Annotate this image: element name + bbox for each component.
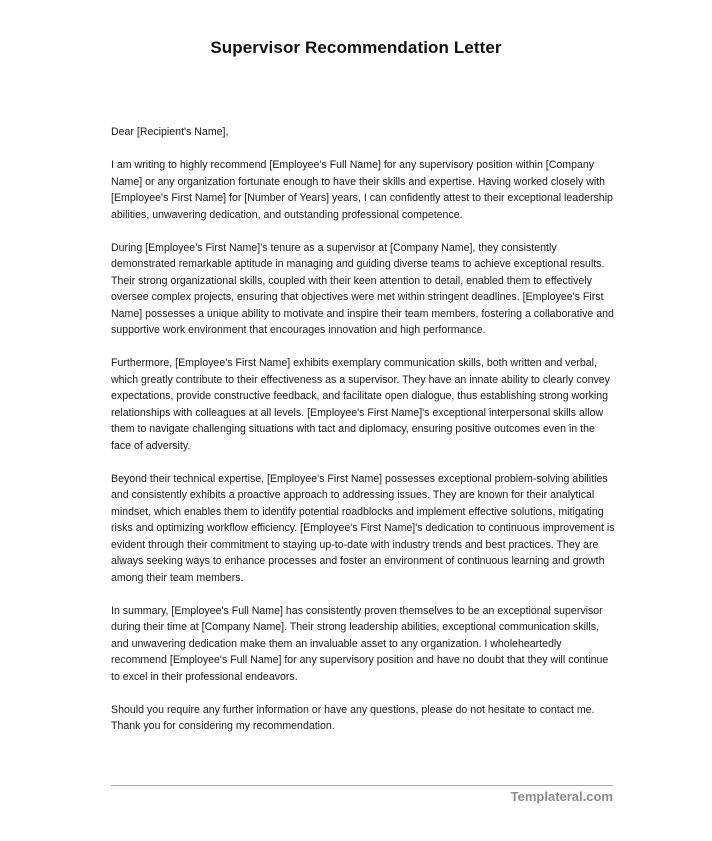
paragraph-communication: Furthermore, [Employee's First Name] exhibits exemplary communication skills, both written and verbal, which greatly contribute to their effectiveness as a supervisor. They have an innate ability to clearly convey expectations, provide constructive feedback, and facilitate open dialogue, thus establishing strong working relationships with colleagues at all levels. [Employee's First Name]'s exceptional interpersonal skills allow them to navigate challenging situations with tact and diplomacy, ensuring positive outcomes even in the face of adversity. (111, 357, 610, 452)
paragraph-summary: In summary, [Employee's Full Name] has consistently proven themselves to be an exceptional supervisor during their time at [Company Name]. Their strong leadership abilities, exceptional communication skills, and unwavering dedication make them an invaluable asset to any organization. I wholeheartedly recommend [Employee's Full Name] for any supervisory position and have no doubt that they will continue to excel in their professional endeavors. (111, 604, 609, 683)
paragraph-closing: Should you require any further information or have any questions, please do not hesitate to contact me. Thank you for considering my recommendation. (111, 703, 595, 732)
footer-divider (111, 785, 613, 786)
salutation: Dear [Recipient's Name], (111, 126, 229, 138)
paragraph-introduction: I am writing to highly recommend [Employee's Full Name] for any supervisory position within [Company Name] or any organization fortunate enough to have their skills and expertise. Having worked closely with [Employee's First Name] for [Number of Years] years, I can confidently attest to their exceptional leadership abilities, unwavering dedication, and outstanding professional competence. (111, 159, 613, 221)
paragraph-tenure: During [Employee's First Name]'s tenure as a supervisor at [Company Name], they consistently demonstrated remarkable aptitude in managing and guiding diverse teams to achieve exceptional results. Their strong organizational skills, coupled with their keen attention to detail, enabled them to effectively oversee complex projects, ensuring that objectives were met within stringent deadlines. [Employee's First Name] possesses a unique ability to motivate and inspire their team members, fostering a collaborative and supportive work environment that encourages innovation and high performance. (111, 241, 614, 336)
letter-body (111, 157, 616, 751)
document-title: Supervisor Recommendation Letter (210, 38, 502, 57)
footer-brand: Templateral.com (510, 789, 613, 804)
paragraph-problem-solving: Beyond their technical expertise, [Employee's First Name] possesses exceptional problem-solving abilities and consistently exhibits a proactive approach to addressing issues. They are known for their analytical mindset, which enables them to identify potential roadblocks and implement effective solutions, mitigating risks and optimizing workflow efficiency. [Employee's First Name]'s dedication to continuous improvement is evident through their commitment to staying up-to-date with industry trends and best practices. They are always seeking ways to enhance processes and foster an environment of continuous learning and growth among their team members. (111, 472, 615, 584)
